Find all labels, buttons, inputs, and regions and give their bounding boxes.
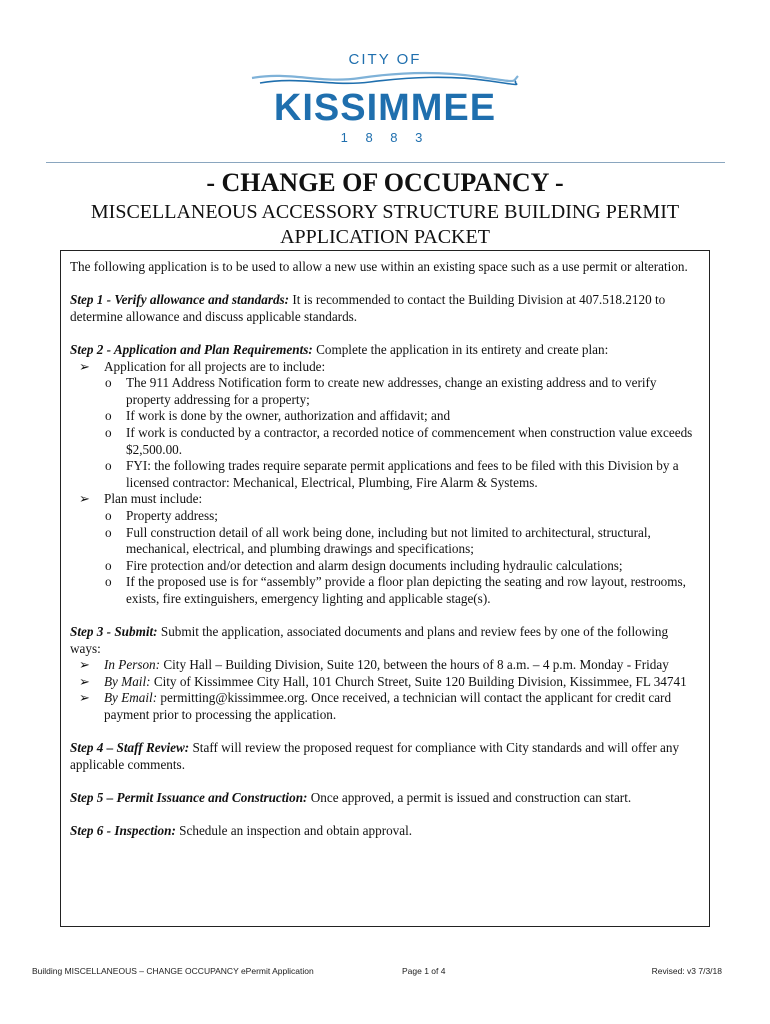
list-item: ➢ Application for all projects are to include: [79,358,326,374]
circle-bullet-icon: o [105,574,112,590]
step-1 [70,292,699,325]
circle-bullet-icon: o [105,507,112,523]
step-3-label: Step 3 - Submit: [70,624,158,640]
list-item: ➢ By Email: permitting@kissimmee.org. Once received, a technician will contact the applicant for credit card payment prior to processing the application. [79,690,672,723]
page-title: - CHANGE OF OCCUPANCY - [206,168,564,197]
arrow-bullet-icon: ➢ [79,358,91,374]
step-5-label: Step 5 – Permit Issuance and Construction: [70,790,308,805]
list-item: o FYI: the following trades require separate permit applications and fees to be filed with this Division by a licensed contractor: Mechanical, Electrical, Plumbing, Fire Alarm & Systems. [105,458,679,490]
list-item: o If the proposed use is for “assembly” provide a floor plan depicting the seating and row layout, restrooms, exists, fire extinguishers, emergency lighting and applicable stage(s). [105,574,686,606]
step-6-label: Step 6 - Inspection: [70,823,176,839]
logo-city-of: CITY OF [348,51,422,68]
list-item: o If work is conducted by a contractor, a recorded notice of commencement when construction value exceeds $2,500.00. [105,424,693,457]
step-4-text: Staff will review the proposed request for compliance with City standards and will offer any applicable comments. [70,740,680,772]
list-item: o If work is done by the owner, authorization and affidavit; and [105,408,451,424]
step-2-label: Step 2 - Application and Plan Requirements: [70,341,313,357]
circle-bullet-icon: o [105,557,112,573]
arrow-bullet-icon: ➢ [79,491,91,507]
list-item: ➢ Plan must include: [79,491,203,507]
step-2 [70,342,699,608]
circle-bullet-icon: o [105,458,112,474]
subtitle-line-2: APPLICATION PACKET [280,226,490,248]
step-1-text: It is recommended to contact the Building Division at 407.518.2120 to determine allowance and discuss applicable standards. [70,292,666,324]
arrow-bullet-icon: ➢ [79,657,91,673]
step-3 [70,624,699,724]
footer-page-number: Page 1 of 4 [402,966,446,976]
footer-document-name: Building MISCELLANEOUS – CHANGE OCCUPANCY ePermit Application [32,966,314,976]
step-4 [70,740,699,773]
header-divider [46,162,725,163]
step-5-text: Once approved, a permit is issued and construction can start. [310,790,632,805]
list-item: o Fire protection and/or detection and alarm design documents including hydraulic calculations; [105,557,623,573]
circle-bullet-icon: o [105,524,112,540]
list-item: ➢ By Mail: City of Kissimmee City Hall, 101 Church Street, Suite 120 Building Division, Kissimmee, FL 34741 [79,673,687,689]
arrow-bullet-icon: ➢ [79,690,91,706]
wave-icon [250,70,520,88]
list-item: ➢ In Person: City Hall – Building Division, Suite 120, between the hours of 8 a.m. – 4 p.m. Monday - Friday [79,657,669,673]
step-6 [70,823,699,840]
step-5 [70,790,699,807]
intro-paragraph: The following application is to be used to allow a new use within an existing space such as a use permit or alteration. [70,259,688,274]
list-item: o Full construction detail of all work being done, including but not limited to architectural, structural, mechanical, electrical, and plumbing drawings and specifications; [105,524,651,557]
list-item: o The 911 Address Notification form to create new addresses, change an existing address and to verify property addressing for a property; [105,375,657,407]
page-subtitle [60,200,710,250]
footer-revision: Revised: v3 7/3/18 [651,966,722,976]
city-logo [0,52,770,146]
step-4-label: Step 4 – Staff Review: [70,740,190,756]
logo-name: KISSIMMEE [273,87,497,129]
logo-year: 1 8 8 3 [340,130,430,145]
step-2-text: Complete the application in its entirety and create plan: [316,341,609,357]
list-item: o Property address; [105,507,218,523]
arrow-bullet-icon: ➢ [79,673,91,689]
circle-bullet-icon: o [105,424,112,440]
instructions-box [60,250,710,927]
step-3-text: Submit the application, associated documents and plans and review fees by one of the following ways: [70,624,669,656]
circle-bullet-icon: o [105,375,112,391]
step-1-label: Step 1 - Verify allowance and standards: [70,292,290,308]
circle-bullet-icon: o [105,408,112,424]
step-6-text: Schedule an inspection and obtain approval. [179,823,413,839]
subtitle-line-1: MISCELLANEOUS ACCESSORY STRUCTURE BUILDING PERMIT [90,201,680,223]
